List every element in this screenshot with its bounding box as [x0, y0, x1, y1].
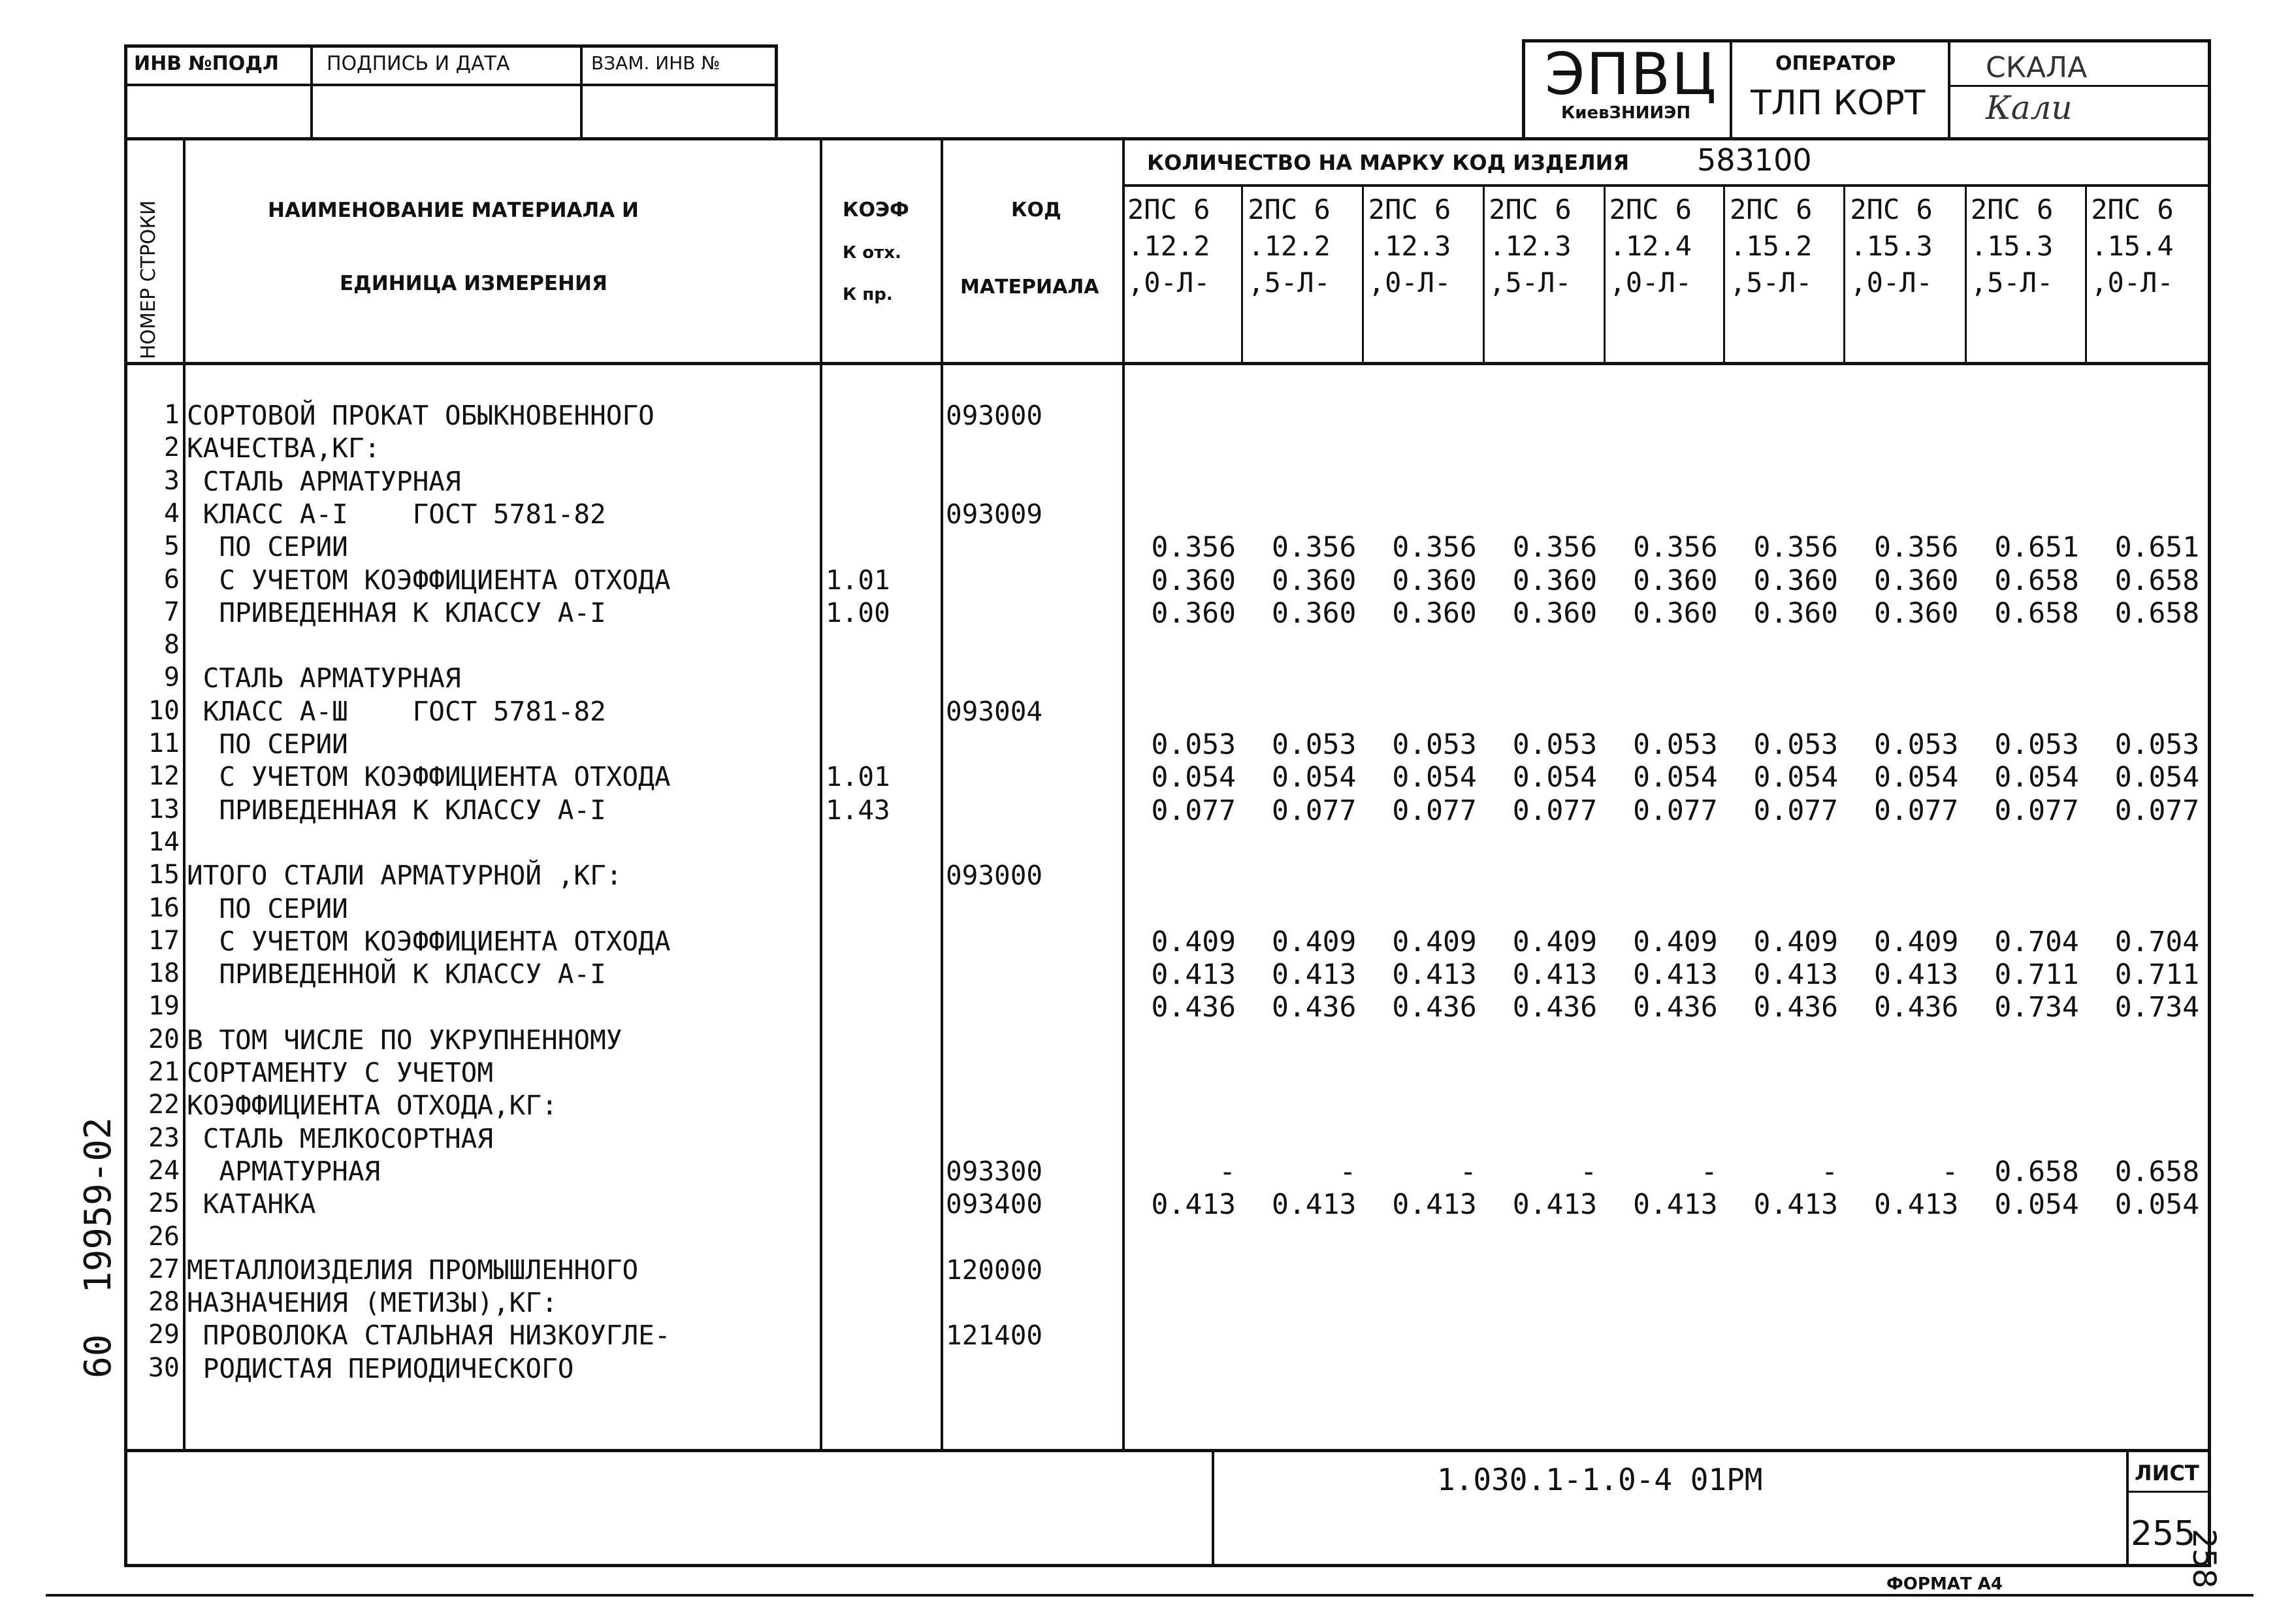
row-number: 1	[163, 400, 180, 430]
row-number: 5	[163, 531, 180, 562]
quantity-cell: 0.436	[1151, 991, 1236, 1024]
mark-header-6-line2: .15.2	[1730, 230, 1813, 262]
quantity-cell: 0.413	[1271, 958, 1357, 992]
material-code: 093000	[946, 860, 1043, 892]
row-number: 8	[163, 630, 180, 660]
quantity-cell: 0.734	[1994, 991, 2079, 1024]
coef-header-line3: К пр.	[843, 285, 893, 304]
quantity-cell: 0.077	[1994, 794, 2079, 827]
row-number: 10	[148, 695, 180, 726]
row-numbers	[127, 400, 182, 1445]
qty-header: КОЛИЧЕСТВО НА МАРКУ КОД ИЗДЕЛИЯ	[1147, 150, 1630, 175]
quantity-cell: 0.360	[1633, 596, 1718, 630]
quantity-cell: 0.360	[1753, 596, 1838, 630]
quantity-cell: 0.360	[1271, 564, 1357, 597]
code-header-line2: МАТЕРИАЛА	[960, 276, 1099, 299]
material-code: 121400	[946, 1320, 1043, 1352]
product-code: 583100	[1697, 142, 1812, 178]
material-name: С УЧЕТОМ КОЭФФИЦИЕНТА ОТХОДА	[187, 761, 671, 793]
quantity-cell: 0.658	[1994, 596, 2079, 630]
quantity-cell: 0.356	[1512, 531, 1598, 564]
org-sub: КиевЗНИИЭП	[1561, 103, 1691, 123]
mark-header-9-line1: 2ПС 6	[2091, 193, 2174, 225]
quantity-cell: 0.658	[2114, 564, 2200, 597]
quantity-cell: 0.409	[1392, 925, 1477, 958]
quantity-cell: 0.704	[2114, 925, 2200, 958]
quantity-cell: 0.077	[1753, 794, 1838, 827]
row-number: 16	[148, 892, 180, 923]
quantity-cell: 0.054	[2114, 1188, 2200, 1222]
quantity-cell: 0.409	[1633, 925, 1718, 958]
material-code: 093009	[946, 498, 1043, 530]
stamp-vzam-inv: ВЗАМ. ИНВ №	[591, 52, 720, 74]
org-main: ЭПВЦ	[1545, 41, 1718, 108]
sheet-number: 255	[2131, 1514, 2196, 1553]
row-number: 13	[148, 794, 180, 824]
material-name: В ТОМ ЧИСЛЕ ПО УКРУПНЕННОМУ	[187, 1024, 622, 1056]
mark-header-4-line3: ,5-Л-	[1489, 267, 1572, 299]
mark-header-3-line2: .12.3	[1368, 230, 1451, 262]
quantity-cell: 0.436	[1753, 991, 1838, 1024]
quantity-values	[1125, 400, 2206, 1445]
material-code: 093000	[946, 400, 1043, 431]
material-name: ПРИВЕДЕННОЙ К КЛАССУ А-I	[187, 958, 606, 990]
material-names	[187, 400, 818, 1445]
quantity-cell: 0.360	[1392, 596, 1477, 630]
quantity-cell: 0.651	[2114, 531, 2200, 564]
coef-value: 1.01	[826, 761, 890, 793]
mark-header-2-line1: 2ПС 6	[1248, 193, 1331, 225]
mark-header-2-line3: ,5-Л-	[1248, 267, 1331, 299]
format-label: ФОРМАТ А4	[1886, 1574, 2003, 1594]
name-header-line2: ЕДИНИЦА ИЗМЕРЕНИЯ	[340, 272, 607, 295]
material-name: ИТОГО СТАЛИ АРМАТУРНОЙ ,КГ:	[187, 860, 622, 892]
material-code: 093004	[946, 695, 1043, 727]
mark-header-9-line3: ,0-Л-	[2091, 267, 2174, 299]
mark-header-6-line3: ,5-Л-	[1730, 267, 1813, 299]
quantity-cell: 0.409	[1873, 925, 1959, 958]
material-code: 093300	[946, 1155, 1043, 1187]
quantity-cell: 0.053	[1512, 728, 1598, 761]
quantity-cell: 0.360	[1392, 564, 1477, 597]
row-number: 25	[148, 1188, 180, 1219]
material-name: СОРТОВОЙ ПРОКАТ ОБЫКНОВЕННОГО	[187, 400, 654, 431]
coef-value: 1.43	[826, 794, 890, 826]
coef-header-line2: К отх.	[843, 243, 901, 263]
quantity-cell: 0.356	[1873, 531, 1959, 564]
row-number: 26	[148, 1221, 180, 1252]
material-name: СОРТАМЕНТУ С УЧЕТОМ	[187, 1057, 493, 1088]
quantity-cell: 0.360	[1151, 564, 1236, 597]
coef-value: 1.01	[826, 564, 890, 596]
quantity-cell: 0.054	[1994, 1188, 2079, 1222]
quantity-cell: 0.413	[1633, 1188, 1718, 1222]
mark-header-4-line2: .12.3	[1489, 230, 1572, 262]
material-name: КЛАСС А-I ГОСТ 5781-82	[187, 498, 606, 530]
quantity-cell: 0.054	[1271, 761, 1357, 794]
mark-header-1-line2: .12.2	[1127, 230, 1210, 262]
mark-header-5-line2: .12.4	[1609, 230, 1692, 262]
quantity-cell: -	[1339, 1155, 1357, 1188]
row-number: 4	[163, 498, 180, 528]
row-number: 17	[148, 925, 180, 956]
quantity-cell: 0.436	[1873, 991, 1959, 1024]
row-number: 22	[148, 1090, 180, 1120]
quantity-cell: 0.054	[1753, 761, 1838, 794]
quantity-cell: 0.356	[1753, 531, 1838, 564]
operator-value: ТЛП КОРТ	[1751, 84, 1926, 123]
quantity-cell: 0.413	[1151, 1188, 1236, 1222]
material-name: НАЗНАЧЕНИЯ (МЕТИЗЫ),КГ:	[187, 1287, 558, 1319]
quantity-cell: -	[1459, 1155, 1477, 1188]
quantity-cell: 0.658	[1994, 1155, 2079, 1188]
mark-header-7-line2: .15.3	[1850, 230, 1933, 262]
row-number: 14	[148, 826, 180, 857]
mark-header-5-line3: ,0-Л-	[1609, 267, 1692, 299]
mark-header-9-line2: .15.4	[2091, 230, 2174, 262]
row-number: 9	[163, 662, 180, 693]
quantity-cell: 0.077	[1271, 794, 1357, 827]
document-code: 1.030.1-1.0-4 01РМ	[1437, 1462, 1763, 1497]
quantity-cell: 0.413	[1633, 958, 1718, 992]
stamp-inv-podl: ИНВ №ПОДЛ	[134, 52, 279, 75]
row-number: 20	[148, 1024, 180, 1054]
quantity-cell: 0.053	[1392, 728, 1477, 761]
quantity-cell: 0.077	[1873, 794, 1959, 827]
quantity-cell: 0.054	[1994, 761, 2079, 794]
quantity-cell: 0.711	[1994, 958, 2079, 992]
quantity-cell: 0.356	[1151, 531, 1236, 564]
operator-label: ОПЕРАТОР	[1775, 52, 1896, 75]
quantity-cell: 0.360	[1873, 596, 1959, 630]
material-name: ПРИВЕДЕННАЯ К КЛАССУ А-I	[187, 596, 606, 628]
material-name: ПРОВОЛОКА СТАЛЬНАЯ НИЗКОУГЛЕ-	[187, 1320, 671, 1352]
mark-header-1-line3: ,0-Л-	[1127, 267, 1210, 299]
mark-header-3-line3: ,0-Л-	[1368, 267, 1451, 299]
signature: Кали	[1986, 89, 2073, 127]
quantity-cell: 0.360	[1633, 564, 1718, 597]
quantity-cell: 0.077	[1633, 794, 1718, 827]
material-code: 120000	[946, 1254, 1043, 1286]
quantity-cell: 0.409	[1753, 925, 1838, 958]
quantity-cell: 0.356	[1633, 531, 1718, 564]
mark-header-2-line2: .12.2	[1248, 230, 1331, 262]
material-name: КАТАНКА	[187, 1188, 316, 1220]
material-name: СТАЛЬ АРМАТУРНАЯ	[187, 465, 461, 497]
quantity-cell: -	[1941, 1155, 1959, 1188]
material-name: КАЧЕСТВА,КГ:	[187, 432, 381, 464]
quantity-cell: 0.409	[1151, 925, 1236, 958]
row-number: 27	[148, 1254, 180, 1284]
quantity-cell: 0.436	[1271, 991, 1357, 1024]
quantity-cell: 0.054	[2114, 761, 2200, 794]
quantity-cell: 0.413	[1512, 1188, 1598, 1222]
row-number: 29	[148, 1320, 180, 1350]
quantity-cell: 0.704	[1994, 925, 2079, 958]
material-name: С УЧЕТОМ КОЭФФИЦИЕНТА ОТХОДА	[187, 564, 671, 596]
mark-header-5-line1: 2ПС 6	[1609, 193, 1692, 225]
quantity-cell: 0.054	[1512, 761, 1598, 794]
coef-header-line1: КОЭФ	[843, 199, 909, 221]
quantity-cell: 0.436	[1392, 991, 1477, 1024]
margin-number: 60	[77, 1334, 120, 1378]
quantity-cell: 0.658	[2114, 1155, 2200, 1188]
mark-header-7-line3: ,0-Л-	[1850, 267, 1933, 299]
quantity-cell: 0.360	[1271, 596, 1357, 630]
quantity-cell: 0.413	[1753, 1188, 1838, 1222]
quantity-cell: 0.413	[1392, 1188, 1477, 1222]
quantity-cell: 0.054	[1151, 761, 1236, 794]
row-number: 15	[148, 860, 180, 890]
quantity-cell: 0.077	[1151, 794, 1236, 827]
material-name: ПО СЕРИИ	[187, 728, 348, 760]
quantity-cell: 0.053	[1151, 728, 1236, 761]
quantity-cell: 0.413	[1753, 958, 1838, 992]
quantity-cell: -	[1219, 1155, 1236, 1188]
sheet-label: ЛИСТ	[2135, 1461, 2199, 1486]
row-number: 24	[148, 1155, 180, 1186]
quantity-cell: 0.053	[1633, 728, 1718, 761]
material-name: С УЧЕТОМ КОЭФФИЦИЕНТА ОТХОДА	[187, 925, 671, 957]
mark-header-8-line3: ,5-Л-	[1970, 267, 2054, 299]
mark-header-3-line1: 2ПС 6	[1368, 193, 1451, 225]
row-number: 21	[148, 1057, 180, 1087]
quantity-cell: 0.436	[1633, 991, 1718, 1024]
quantity-cell: 0.054	[1392, 761, 1477, 794]
quantity-cell: 0.054	[1873, 761, 1959, 794]
row-number: 11	[148, 728, 180, 758]
row-number: 6	[163, 564, 180, 594]
quantity-cell: 0.077	[1512, 794, 1598, 827]
mark-header-4-line1: 2ПС 6	[1489, 193, 1572, 225]
material-name: СТАЛЬ МЕЛКОСОРТНАЯ	[187, 1122, 493, 1154]
quantity-cell: 0.711	[2114, 958, 2200, 992]
quantity-cell: 0.356	[1392, 531, 1477, 564]
row-number: 2	[163, 432, 180, 463]
quantity-cell: 0.436	[1512, 991, 1598, 1024]
row-number: 18	[148, 958, 180, 989]
coefficients	[824, 400, 939, 1445]
mark-header-8-line2: .15.3	[1970, 230, 2054, 262]
quantity-cell: 0.053	[1753, 728, 1838, 761]
mark-headers	[1123, 193, 2208, 357]
material-name: СТАЛЬ АРМАТУРНАЯ	[187, 662, 461, 694]
stamp-podpis-data: ПОДПИСЬ И ДАТА	[327, 52, 510, 75]
material-name: ПРИВЕДЕННАЯ К КЛАССУ А-I	[187, 794, 606, 826]
margin-code: 19959-02	[77, 1117, 120, 1293]
quantity-cell: 0.360	[1151, 596, 1236, 630]
row-number: 12	[148, 761, 180, 792]
quantity-cell: 0.053	[2114, 728, 2200, 761]
quantity-cell: 0.658	[2114, 596, 2200, 630]
row-number-header: НОМЕР СТРОКИ	[137, 200, 160, 359]
coef-value: 1.00	[826, 596, 890, 628]
material-name: АРМАТУРНАЯ	[187, 1155, 381, 1187]
row-number: 28	[148, 1287, 180, 1318]
quantity-cell: 0.658	[1994, 564, 2079, 597]
quantity-cell: 0.413	[1271, 1188, 1357, 1222]
row-number: 3	[163, 465, 180, 496]
quantity-cell: 0.413	[1873, 1188, 1959, 1222]
material-name: КОЭФФИЦИЕНТА ОТХОДА,КГ:	[187, 1090, 558, 1122]
mark-header-6-line1: 2ПС 6	[1730, 193, 1813, 225]
quantity-cell: 0.413	[1512, 958, 1598, 992]
quantity-cell: 0.053	[1994, 728, 2079, 761]
quantity-cell: 0.356	[1271, 531, 1357, 564]
quantity-cell: 0.360	[1873, 564, 1959, 597]
side-sheet-number: 258	[2186, 1529, 2222, 1589]
quantity-cell: 0.651	[1994, 531, 2079, 564]
quantity-cell: 0.409	[1512, 925, 1598, 958]
quantity-cell: 0.413	[1151, 958, 1236, 992]
system-name: СКАЛА	[1986, 51, 2088, 84]
row-number: 7	[163, 596, 180, 627]
quantity-cell: 0.053	[1873, 728, 1959, 761]
mark-header-8-line1: 2ПС 6	[1970, 193, 2054, 225]
quantity-cell: 0.360	[1512, 564, 1598, 597]
quantity-cell: 0.077	[2114, 794, 2200, 827]
quantity-cell: 0.360	[1753, 564, 1838, 597]
name-header-line1: НАИМЕНОВАНИЕ МАТЕРИАЛА И	[268, 199, 639, 222]
material-name: ПО СЕРИИ	[187, 531, 348, 563]
row-number: 30	[148, 1352, 180, 1383]
quantity-cell: -	[1821, 1155, 1838, 1188]
quantity-cell: 0.734	[2114, 991, 2200, 1024]
quantity-cell: 0.409	[1271, 925, 1357, 958]
quantity-cell: -	[1580, 1155, 1598, 1188]
material-name: МЕТАЛЛОИЗДЕЛИЯ ПРОМЫШЛЕННОГО	[187, 1254, 639, 1286]
quantity-cell: 0.053	[1271, 728, 1357, 761]
mark-header-7-line1: 2ПС 6	[1850, 193, 1933, 225]
material-code: 093400	[946, 1188, 1043, 1220]
material-name: ПО СЕРИИ	[187, 892, 348, 924]
material-codes	[945, 400, 1121, 1445]
code-header-line1: КОД	[1011, 199, 1061, 221]
quantity-cell: -	[1700, 1155, 1718, 1188]
row-number: 23	[148, 1122, 180, 1153]
quantity-cell: 0.054	[1633, 761, 1718, 794]
quantity-cell: 0.413	[1873, 958, 1959, 992]
quantity-cell: 0.413	[1392, 958, 1477, 992]
row-number: 19	[148, 991, 180, 1022]
material-name: КЛАСС А-Ш ГОСТ 5781-82	[187, 695, 606, 727]
quantity-cell: 0.360	[1512, 596, 1598, 630]
mark-header-1-line1: 2ПС 6	[1127, 193, 1210, 225]
material-name: РОДИСТАЯ ПЕРИОДИЧЕСКОГО	[187, 1352, 574, 1384]
quantity-cell: 0.077	[1392, 794, 1477, 827]
